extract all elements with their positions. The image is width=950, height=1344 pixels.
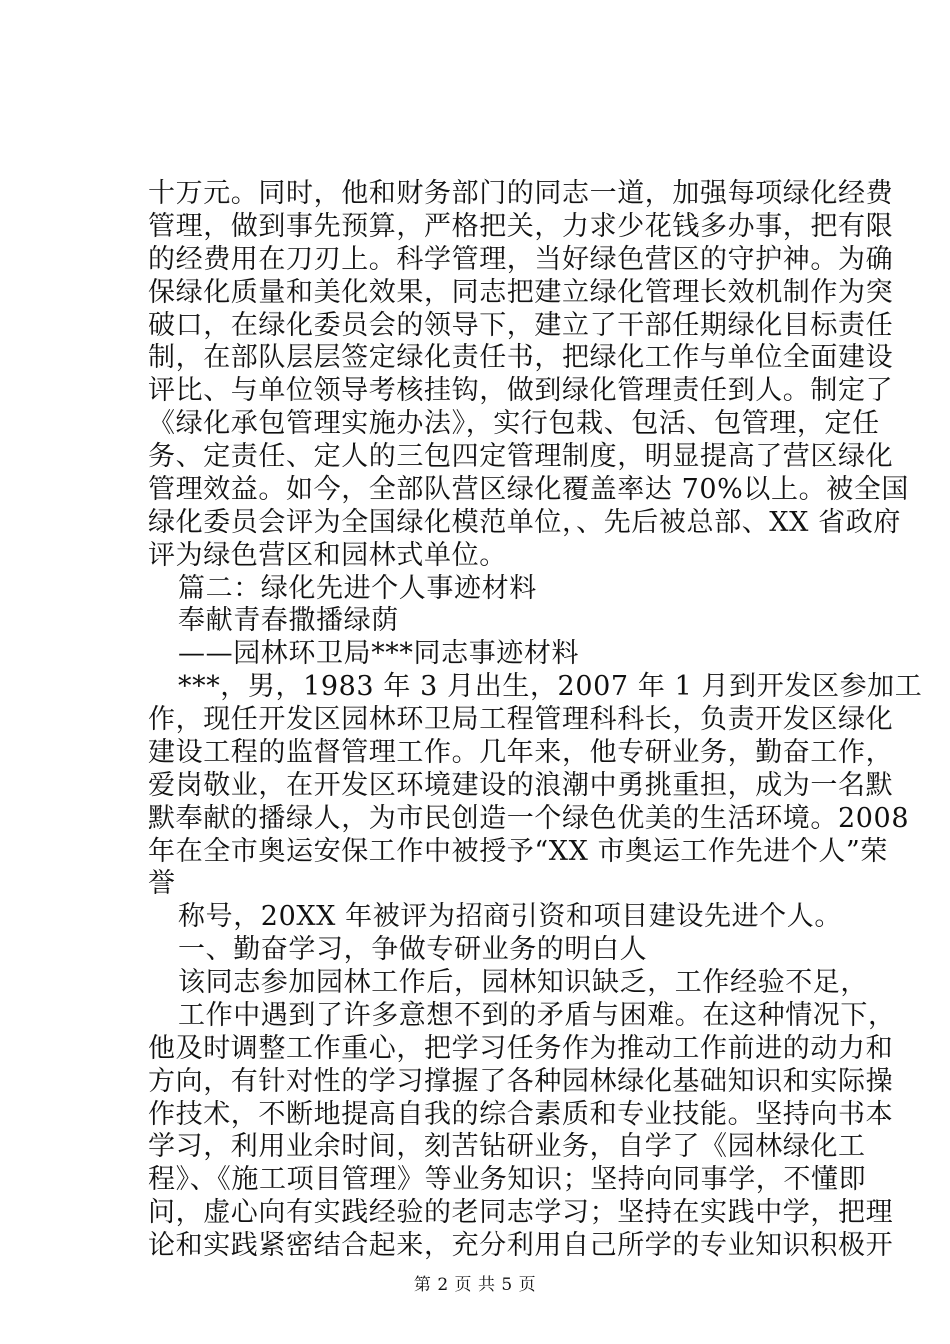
paragraph-line: 《绿化承包管理实施办法》，实行包栽、包活、包管理，定任: [148, 408, 880, 440]
paragraph-line: 绿化委员会评为全国绿化模范单位，、先后被总部、XX 省政府: [148, 506, 901, 538]
paragraph-line: 务、定责任、定人的三包四定管理制度，明显提高了营区绿化: [148, 441, 894, 472]
paragraph-line: 爱岗敬业，在开发区环境建设的浪潮中勇挑重担，成为一名默: [148, 769, 894, 801]
paragraph-line: 保绿化质量和美化效果，同志把建立绿化管理长效机制作为突: [148, 276, 894, 308]
paragraph-line: 管理，做到事先预算，严格把关，力求少花钱多办事，把有限: [148, 210, 894, 242]
paragraph-line: 评比、与单位领导考核挂钩，做到绿化管理责任到人。制定了: [148, 375, 894, 407]
paragraph-line: 作技术，不断地提高自我的综合素质和专业技能。坚持向书本: [148, 1098, 894, 1130]
paragraph-line: 程》、《施工项目管理》等业务知识；坚持向同事学，不懂即: [148, 1164, 867, 1196]
paragraph-line: 学习，利用业余时间，刻苦钻研业务，自学了《园林绿化工: [148, 1131, 866, 1163]
paragraph-line: 建设工程的监督管理工作。几年来，他专研业务，勤奋工作，: [148, 736, 894, 768]
paragraph-line: 论和实践紧密结合起来，充分利用自己所学的专业知识积极开: [148, 1230, 894, 1261]
paragraph-line: ***，男，1983 年 3 月出生，2007 年 1 月到开发区参加工: [178, 671, 923, 703]
paragraph-line: 年在全市奥运安保工作中被授予“XX 市奥运工作先进个人”荣: [148, 835, 889, 867]
paragraph-line: 作，现任开发区园林环卫局工程管理科科长，负责开发区绿化: [148, 704, 894, 735]
article-title: 奉献青春撒播绿荫: [178, 605, 399, 637]
page-number-label: 第 2 页 共 5 页: [413, 1275, 537, 1295]
paragraph-line: 评为绿色营区和园林式单位。: [148, 539, 507, 571]
paragraph-line: 默奉献的播绿人，为市民创造一个绿色优美的生活环境。2008: [148, 802, 910, 834]
paragraph-line: 方向，有针对性的学习撑握了各种园林绿化基础知识和实际操: [148, 1065, 894, 1097]
article-subtitle: ——园林环卫局***同志事迹材料: [178, 638, 580, 670]
paragraph-line: 破口，在绿化委员会的领导下，建立了干部任期绿化目标责任: [148, 309, 894, 341]
paragraph-line: 誉: [148, 868, 176, 900]
paragraph-line: 十万元。同时，他和财务部门的同志一道，加强每项绿化经费: [148, 178, 894, 209]
page-footer: [0, 1274, 950, 1296]
paragraph-line: 的经费用在刀刃上。科学管理，当好绿色营区的守护神。为确: [148, 243, 894, 275]
paragraph-line: 制，在部队层层签定绿化责任书，把绿化工作与单位全面建设: [148, 342, 894, 374]
section-heading: 一、勤奋学习，争做专研业务的明白人: [178, 934, 648, 966]
paragraph-line: 管理效益。如今，全部队营区绿化覆盖率达 70%以上。被全国: [148, 473, 909, 505]
paragraph-line: 工作中遇到了许多意想不到的矛盾与困难。在这种情况下，: [178, 999, 896, 1031]
section-heading: 篇二：绿化先进个人事迹材料: [178, 572, 537, 604]
paragraph-line: 问，虚心向有实践经验的老同志学习；坚持在实践中学，把理: [148, 1197, 894, 1229]
paragraph-line: 该同志参加园林工作后，园林知识缺乏，工作经验不足，: [178, 967, 868, 998]
paragraph-line: 他及时调整工作重心，把学习任务作为推动工作前进的动力和: [148, 1032, 894, 1064]
paragraph-line: 称号，20XX 年被评为招商引资和项目建设先进个人。: [178, 901, 842, 933]
